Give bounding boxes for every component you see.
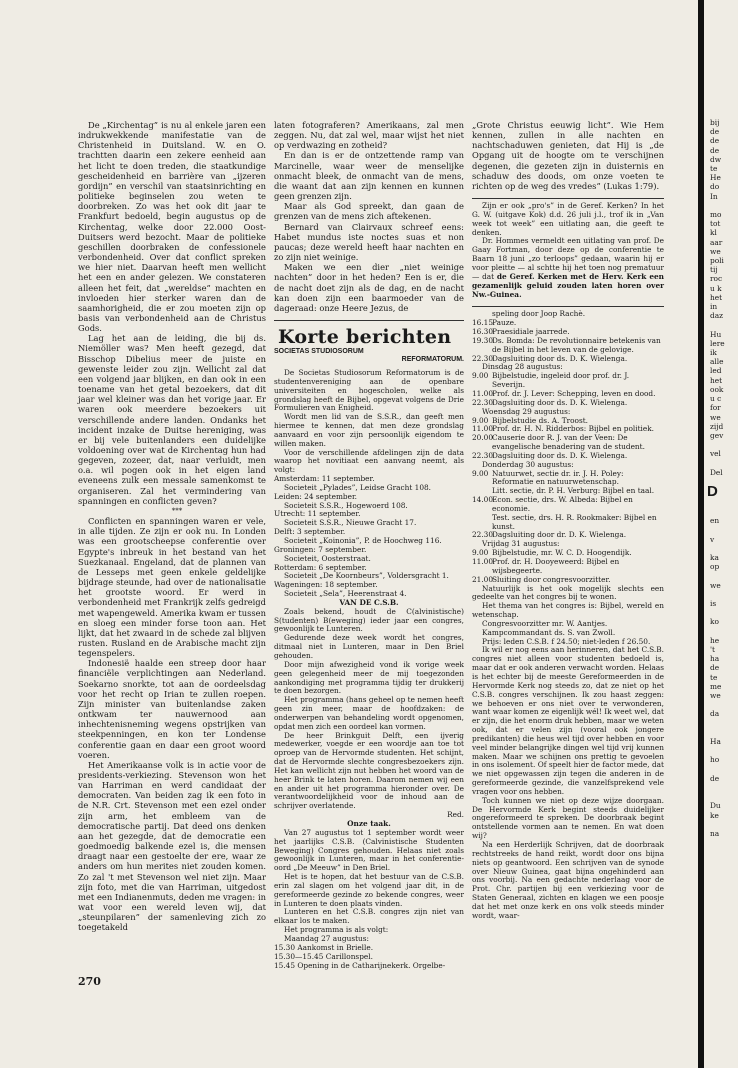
text-fragment [707, 201, 738, 210]
list-item: Delft: 3 september. [274, 527, 346, 537]
adjacent-page-edge [704, 0, 738, 1068]
schedule-line [472, 337, 664, 355]
text-fragment: Du [710, 801, 721, 811]
list-item: Amsterdam: 11 september. [274, 474, 375, 484]
schedule-line: 15.30—15.45 Carillonspel. [274, 951, 373, 961]
text-fragment [707, 719, 738, 728]
list-item: Rotterdam: 6 september. [274, 562, 367, 572]
schedule-item: Bijbelstudie, ingeleid door prof. dr. J. Severijn. [492, 371, 630, 390]
schedule-line [472, 496, 664, 514]
column-3 [472, 120, 664, 921]
text-fragment: tot [710, 219, 721, 229]
schedule-time: 22.30 [472, 450, 494, 460]
subheading: REFORMATORUM. [401, 356, 464, 364]
text-fragment [707, 571, 738, 580]
text-fragment: u k [710, 283, 722, 293]
text-fragment: do [710, 182, 720, 192]
paragraph: Het programma (hans geheel op te nemen heeft geen zin meer, maar de hoofdzaken: de onderwerpen van behandeling wordt opgenomen, opdat men zich een oordeel kan vormen. [274, 695, 464, 731]
column-1 [78, 120, 266, 933]
section-separator: *** [171, 506, 183, 515]
schedule-item: Dagsluiting door ds. D. K. Wielenga. [492, 450, 628, 460]
text-fragment [707, 440, 738, 449]
schedule-time: 16.15 [472, 318, 494, 328]
text-fragment: daz [710, 311, 724, 321]
paragraph: Zoals bekend, houdt de C(alvinistische) S(tudenten) B(eweging) ieder jaar een congres, gewoonlijk te Lunteren. [274, 606, 464, 634]
text-fragment: te [710, 164, 718, 174]
list-item: Societeit „Pylades”, Leidse Gracht 108. [284, 482, 432, 492]
text-fragment [707, 728, 738, 737]
paragraph: Na een Herderlijk Schrijven, dat de doorbraak rechtstreeks de hand reikt, wordt door ons bijna niets op geantwoord. Een schrijven van de synode over Nieuw Guinea, gaat bijna ongehinderd aan ons voorbij. Na een gedachte nederlaag voor de Prot. Chr. partijen bij een verkiezing voor de Staten Generaal, zichten en klagen we een poosje dat het met onze kerk en ons volk steeds minder wordt, waar- [472, 840, 664, 920]
emphasis-text: de Geref. Kerken met de Herv. Kerk een gezamenlijk geluid zouden laten horen over Nw.-Guinea. [472, 271, 665, 299]
paragraph: Het thema van het congres is: Bijbel, wereld en wetenschap. [472, 601, 664, 620]
schedule-time: 9.00 [472, 548, 489, 558]
page-number: 270 [78, 975, 101, 988]
text-fragment: led [710, 366, 722, 376]
paragraph: Gedurende deze week wordt het congres, ditmaal niet in Lunteren, maar in Den Briel gehouden. [274, 633, 464, 660]
list-item: Societeit, Oosterstraat. [284, 553, 371, 563]
schedule-time: 9.00 [472, 415, 489, 425]
schedule-time: 19.30 [472, 335, 494, 345]
paragraph: „Grote Christus eeuwig licht”. Wie Hem kennen, zullen in alle nachten en nachtschaduwen genieten, dat Hij is „de Opgang uit de hoogte om te verschijnen degenen, die gezeten zijn in duisternis en schaduw des doods, om onze voeten te richten op de weg des vredes” (Lukas 1:79). [472, 120, 664, 191]
text-fragment [707, 792, 738, 801]
text-fragment [707, 746, 738, 755]
column-2 [274, 120, 464, 970]
schedule-day: Donderdag 30 augustus: [482, 459, 574, 469]
paragraph: De Societas Studiosorum Reformatorum is de studentenvereniging aan de openbare universiteiten en hogescholen, welke als grondslag heeft de Bijbel, opgevat volgens de Drie Formulieren van Enigheid. [274, 367, 464, 413]
schedule-day: Woensdag 29 augustus: [482, 406, 571, 416]
text-fragment: In [710, 191, 718, 201]
text-fragment: we [710, 690, 721, 700]
text-fragment: te [710, 672, 718, 682]
text-fragment: in [710, 302, 718, 312]
schedule-item: Natuurwet, sectie dr. ir. J. H. Poley: Reformatie en natuurwetenschap. [492, 468, 624, 487]
paragraph: Kampcommandant ds. S. van Zwoll. [482, 627, 616, 637]
text-run: Dr. Hommes vermeldt een uitlating van prof. De Gaay Fortman, door deze op de conferentie te Baarn 18 juni „zo terloops” gedaan, waarin hij er voor pleitte — al schtte hij het toen nog prematuur — dat [472, 236, 664, 281]
text-fragment: ook [710, 384, 724, 394]
text-fragment: Ha [710, 737, 721, 746]
schedule-item: Ds. Bomda: De revolutionnaire betekenis van de Bijbel in het leven van de gelovige. [492, 335, 661, 354]
schedule-time: 14.00 [472, 495, 494, 505]
text-fragment [707, 608, 738, 617]
list-item: Societeit S.S.R., Nieuwe Gracht 17. [284, 518, 417, 528]
text-fragment: Del [710, 467, 723, 477]
schedule-item: Dagsluiting door ds. D. K. Wielenga. [492, 397, 628, 407]
schedule-item: Test. sectie, drs. H. R. Rookmaker: Bijbel en kunst. [492, 512, 657, 531]
text-fragment: vel [710, 449, 721, 459]
text-fragment: for [710, 403, 721, 413]
schedule-day: Dinsdag 28 augustus: [482, 362, 563, 372]
schedule-line [472, 434, 664, 452]
text-fragment [707, 820, 738, 829]
text-fragment: He [710, 173, 721, 183]
schedule-time: 22.30 [472, 353, 494, 363]
schedule-time: 16.30 [472, 327, 494, 337]
text-fragment: 't [710, 644, 716, 654]
paragraph: Ik wil er nog eens aan herinneren, dat het C.S.B. congres niet alleen voor studenten bedoeld is, maar dat er ook anderen verwacht worden. Helaas is het echter bij de meeste Gereformeerden in de Hervormde Kerk nog steeds zo, dat ze niet op het C.S.B. congres verschijnen. Ik zou haast zeggen: we behoeven er ons niet over te verwonderen, want waar komen ze eigenlijk wél! Ik weet wel, dat er zijn, die het enorm druk hebben, maar we weten ook, dat er velen zijn (vooral ook jongere predikanten) die heus wel tijd over hebben en voor veel minder belangrijke dingen wel tijd vrij kunnen maken. Maar we schijnen ons prettig te gevoelen in ons isolement. Of speelt hier de factor mede, dat we niet opgewassen zijn tegen die anderen in de gereformeerde gezinde, die vanzelfsprekend vele vragen voor ons hebben. [472, 645, 664, 796]
text-fragment: op [710, 562, 720, 572]
paragraph: Indonesië haalde een streep door haar financiële verplichtingen aan Nederland. Soekarno snorkte, tot aan de oordeelsdag voor het recht op Irian te zullen roepen. Zijn minister van buitenlandse zaken ontkwam ter nauwernood aan inhechtenisneming wegens opstrijken van steekpenningen, en kon ter Londense conferentie gaan en daar een groot woord voeren. [78, 658, 266, 760]
text-fragment: lere [710, 338, 725, 348]
list-item: Societeit „Koinonia”, P. de Hoochweg 116. [284, 536, 442, 545]
schedule-item: Sluiting door congresvoorzitter. [492, 574, 611, 584]
schedule-line [472, 470, 664, 488]
text-fragment: da [710, 709, 720, 719]
text-fragment: ka [710, 552, 719, 562]
section-heading: Korte berichten [278, 325, 452, 348]
paragraph: Natuurlijk is het ook mogelijk slechts een gedeelte van het congres bij te wonen. [472, 583, 664, 602]
text-fragment: zijd [710, 421, 724, 431]
text-fragment: na [710, 829, 720, 839]
divider [472, 198, 664, 199]
paragraph: Zijn er ook „pro's” in de Geref. Kerken? In het G. W. (uitgave Kok) d.d. 26 juli j.l., trof ik in „Van week tot week” een uitlating aan, die geeft te denken. [472, 201, 664, 237]
text-fragment: v [710, 534, 715, 544]
text-fragment: roc [710, 274, 723, 284]
schedule-time: 11.00 [472, 424, 494, 434]
list-item: Leiden: 24 september. [274, 491, 357, 501]
text-fragment: dw [710, 154, 722, 164]
schedule-item: Litt. sectie, dr. P. H. Verburg: Bijbel en taal. [492, 486, 655, 496]
schedule-day: Vrijdag 31 augustus: [482, 539, 560, 549]
divider [274, 320, 464, 321]
schedule-time: 22.30 [472, 530, 494, 540]
schedule-time: 20.00 [472, 433, 494, 443]
text-fragment: ho [710, 755, 720, 765]
list-item: Societeit S.S.R., Hogewoerd 108. [284, 500, 408, 510]
paragraph: Congresvoorzitter mr. W. Aantjes. [482, 618, 608, 628]
text-fragment: ik [710, 348, 717, 358]
list-item: Utrecht: 11 september. [274, 509, 361, 519]
adjacent-page-text [704, 507, 738, 838]
schedule-item: Causerie door R. J. van der Veen: De evangelische benadering van de student. [492, 433, 645, 452]
adjacent-page-text [704, 118, 738, 477]
adjacent-page-initial: D [707, 482, 718, 500]
text-fragment: ke [710, 810, 719, 820]
text-fragment [707, 320, 738, 329]
text-fragment: me [710, 681, 722, 691]
text-fragment: we [710, 580, 721, 590]
congress-schedule [472, 310, 664, 584]
schedule-item: Bijbelstudie, mr. W. C. D. Hoogendijk. [492, 548, 632, 558]
paragraph: Het Amerikaanse volk is in actie voor de presidents-verkiezing. Stevenson won het van Harriman en werd candidaat der democraten. Van beiden zag ik een foto in de N.R. Crt. Stevenson met een ezel onder zijn arm, het embleem van de democratische partij. Dat deed ons denken aan het gezegde, dat de democratie een goedmoedig balkende ezel is, die mensen draagt naar een gestoelte der ere, waar ze anders om hun merites niet zouden komen. Zo zal 't met Stevenson wel niet zijn. Maar zijn foto, met die van Harriman, uitgedost met een Indianenmuts, deden me vragen: in wat voor een wereld leven wij, dat „steunpilaren” der samenleving zich zo toegetakeld [78, 759, 266, 933]
paragraph: Toch kunnen we niet op deze wijze doorgaan. De Hervormde Kerk begint steeds duidelijker ongereformeerd te spreken. De doorbraak begint ontstellende vormen aan te nemen. En wat doen wij? [472, 795, 664, 841]
text-fragment: poli [710, 256, 724, 266]
text-fragment: we [710, 246, 721, 256]
text-fragment: he [710, 635, 720, 645]
paragraph: Door mijn afwezigheid vond ik vorige week geen gelegenheid meer de mij toegezonden aankondiging met programma tijdig ter drukkerij te doen bezorgen. [274, 659, 464, 696]
text-fragment: aar [710, 237, 723, 247]
text-fragment: is [710, 598, 717, 608]
paragraph: laten fotograferen? Amerikaans, zal men zeggen. Nu, dat zal wel, maar wijst het niet op verdwazing en zotheid? [274, 120, 464, 151]
paragraph: Bernard van Clairvaux schreef eens: Habet mundus iste noctes suas et non paucas; deze wereld heeft haar nachten en zo zijn niet weinige. [274, 221, 464, 263]
schedule-time: 21.00 [472, 574, 494, 584]
text-fragment: en [710, 516, 720, 526]
novitiate-list [274, 475, 464, 599]
text-fragment [707, 783, 738, 792]
text-fragment [707, 627, 738, 636]
schedule-item: Prof. dr. H. N. Ridderbos: Bijbel en politiek. [492, 424, 655, 434]
text-fragment [707, 459, 738, 468]
text-fragment [707, 525, 738, 534]
paragraph: Van 27 augustus tot 1 september wordt weer het jaarlijks C.S.B. (Calvinistische Studenten Beweging) Congres gehouden. Helaas niet zoals gewoonlijk in Lunteren, maar in het conferentie-oord „De Meeuw” in Den Briel. [274, 827, 464, 873]
list-item: Societeit „Sela”, Heerenstraat 4. [284, 589, 407, 599]
schedule-item: speling door Joop Rachè. [492, 309, 586, 319]
text-fragment: tij [710, 265, 718, 275]
schedule-item: Prof. dr. J. Lever: Schepping, leven en dood. [492, 388, 656, 398]
text-fragment: alle [710, 357, 724, 367]
paragraph: Maken we een dier „niet weinige nachten” door in het heden? Een is er, die de nacht doet zijn als de dag, en de nacht kan doen zijn een baarmoeder van de dageraad: onze Heere Jezus, de [274, 262, 464, 313]
subheading: SOCIETAS STUDIOSORUM [274, 347, 364, 355]
paragraph: Lag het aan de leiding, die bij ds. Niemöller was? Men heeft gezegd, dat Bisschop Dibelius meer de juiste en gewenste leider zou zijn. Wellicht zal dat een volgend jaar blijken, en dan ook in een toename van het getal bezoekers, dat dit jaar wel kleiner was dan het vorige jaar. Er waren ook meerdere bezoekers uit verschillende andere landen. Ondanks het incident inzake de Duitse hereniging, was er bij vele buitenlanders een duidelijke voldoening over wat de Kirchentag hun had gegeven, zozeer, dat, naar verluidt, men o.a. wil pogen ook in het eigen land eveneens zulk een messale samenkomst te organiseren. Zal het vermindering van spanningen en conflicten geven? [78, 333, 266, 506]
schedule-item: Praesidiale jaarrede. [492, 327, 570, 337]
schedule-line [472, 514, 664, 532]
schedule-line [472, 558, 664, 576]
text-fragment [707, 544, 738, 553]
text-fragment [707, 765, 738, 774]
paragraph: Het is te hopen, dat het bestuur van de C.S.B. erin zal slagen om het volgend jaar dit, in de gereformeerde gezinde zo bekende congres, weer in Lunteren te doen plaats vinden. [274, 872, 464, 908]
schedule-time: 9.00 [472, 371, 489, 381]
paragraph: Maandag 27 augustus: [284, 933, 370, 943]
schedule-item: Pauze. [492, 318, 517, 328]
text-fragment [707, 700, 738, 709]
text-fragment: gev [710, 430, 724, 440]
paragraph: Voor de verschillende afdelingen zijn de data waarop het novitiaat een aanvang neemt, als volgt: [274, 447, 464, 475]
signature: Red. [447, 810, 464, 820]
schedule-item: Dagsluiting door ds. D. K. Wielenga. [492, 353, 628, 363]
text-fragment: de [710, 773, 720, 783]
schedule-time: 11.00 [472, 388, 494, 398]
schedule-item: Prof. dr. H. Dooyeweerd: Bijbel en wijsbegeerte. [492, 557, 620, 575]
text-fragment: we [710, 412, 721, 422]
text-fragment: bij [710, 118, 720, 127]
paragraph [472, 237, 664, 299]
schedule-time: 22.30 [472, 397, 494, 407]
subheading: VAN DE C.S.B. [339, 597, 399, 607]
schedule-time: 9.00 [472, 468, 489, 478]
schedule-item: Econ. sectie, drs. W. Albeda: Bijbel en economie. [492, 495, 633, 513]
schedule-line [472, 576, 664, 585]
list-item: Wageningen: 18 september. [274, 580, 378, 590]
schedule-item: Dagsluiting door dr. D. K. Wielenga. [492, 530, 627, 540]
paragraph: Lunteren en het C.S.B. congres zijn niet van elkaar los te maken. [274, 907, 464, 926]
paragraph: Het programma is als volgt: [284, 925, 389, 935]
text-fragment: ko [710, 617, 719, 627]
schedule-line: 15.30 Aankomst in Brielle. [274, 942, 374, 952]
subheading: Onze taak. [347, 819, 391, 828]
schedule-line: 15.45 Opening in de Catharijnekerk. Orgelbe- [274, 960, 446, 970]
text-fragment: ha [710, 654, 720, 664]
text-fragment: u c [710, 394, 722, 404]
text-fragment: kl [710, 228, 717, 238]
schedule-item: Bijbelstudie ds. A. Troost. [492, 415, 589, 425]
paragraph: Conflicten en spanningen waren er vele, in alle tijden. Ze zijn er ook nu. In Londen was een grootscheepse conferentie over Egypte's inbreuk in het bestand van het Suezkanaal. Engeland, dat de plannen van de Lesseps met geen enkele geldelijke bijdrage steunde, had over de nationalisatie het grootste woord. Er werd in verbondenheid met Frankrijk zelfs gedreigd met wapengeweld. Amerika kwam er tussen en sloeg een minder forse toon aan. Het lijkt, dat het zwaard in de schede zal blijven rusten. Rusland en de Arabische macht zijn tegenspelers. [78, 516, 266, 659]
paragraph: Prijs: leden C.S.B. f 24.50; niet-leden f 26.50. [482, 636, 651, 646]
paragraph: Maar als God spreekt, dan gaan de grenzen van de mens zich aftekenen. [274, 201, 464, 222]
text-fragment: de [710, 136, 720, 146]
text-fragment: de [710, 663, 720, 673]
paragraph: De „Kirchentag” is nu al enkele jaren een indrukwekkende manifestatie van de Christenheid in Duitsland. W. en O. trachtten daarin een zekere eenheid aan het licht te doen treden, die staatkundige gescheidenheid en barrière van „ijzeren gordijn” en verschil van staatsinrichting en politieke beginselen zou weten te doorbreken. Zo was het ook dit jaar te Frankfurt bedoeld, begin augustus op de Kirchentag, welke door 22.000 Oost-Duitsers werd bezocht. Maar de politieke geschillen doorbraken de confessionele verbondenheid. Over dat conflict spreken we hier niet. Daarvan heeft men wellicht het een en ander gelezen. We constateren alleen het feit, dat „wereldse” machten en invloeden hier sterker waren dan de saamhorigheid, die er zou moeten zijn op basis van verbondenheid aan de Christus Gods. [78, 120, 266, 334]
divider [472, 306, 664, 307]
text-fragment: mo [710, 210, 722, 220]
paragraph: En dan is er de ontzettende ramp van Marcinelle, waar weer de menselijke onmacht bleek, de onmacht van de mens, die waant dat aan zijn kennen en kunnen geen grenzen zijn. [274, 150, 464, 202]
text-fragment [707, 590, 738, 599]
list-item: Groningen: 7 september. [274, 544, 367, 554]
schedule-line [472, 372, 664, 390]
list-item: Societeit „De Koornbeurs”, Voldersgracht 1. [284, 571, 449, 581]
text-fragment: de [710, 145, 720, 155]
text-fragment [707, 507, 738, 516]
text-fragment: de [710, 127, 720, 137]
text-fragment: Hu [710, 329, 722, 339]
text-fragment: het [710, 292, 723, 302]
text-fragment: het [710, 375, 723, 385]
schedule-time: 11.00 [472, 557, 494, 566]
paragraph: De heer Brinkguit Delft, een ijverig medewerker, voegde er een woordje aan toe tot oproep van de Hervormde studenten. Het schijnt, dat de Hervormde slechte congresbezoekers zijn. Het kan wellicht zijn nut hebben het woord van de heer Brink te laten horen. Daarom nemen wij een en ander uit het programma hieronder over. De verantwoordelijkheid voor de inhoud aan de schrijver overlatende. [274, 730, 464, 811]
paragraph: Wordt men lid van de S.S.R., dan geeft men hiermee te kennen, dat men deze grondslag aanvaard en voor zijn persoonlijk eigendom te willen maken. [274, 412, 464, 448]
